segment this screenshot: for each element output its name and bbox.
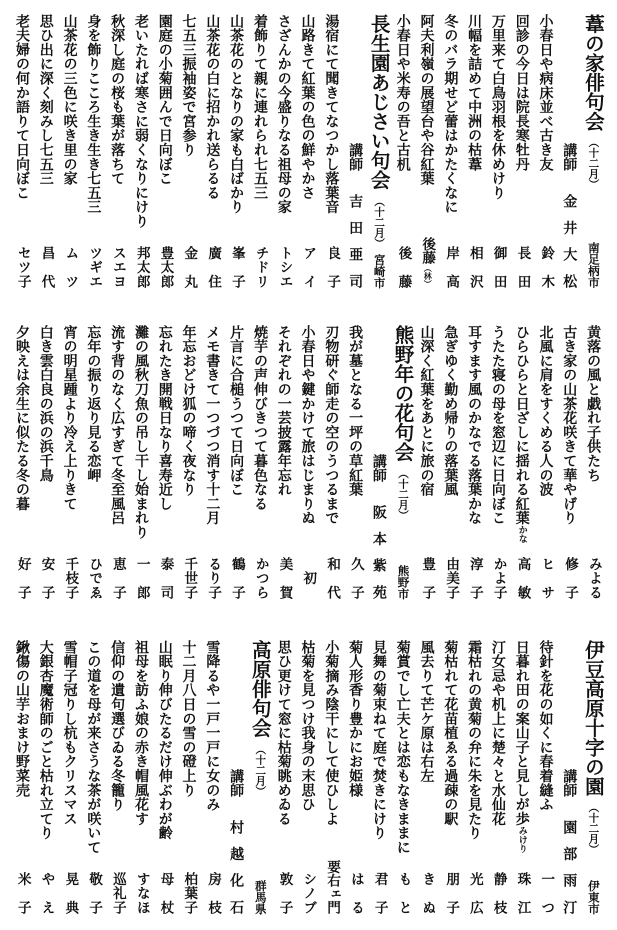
haiku-author: 淳子 bbox=[466, 557, 483, 599]
haiku-text: 万里来て白鳥羽根を休めけり bbox=[489, 14, 506, 200]
haiku-author: すなほ bbox=[133, 872, 150, 914]
haiku-text: 山眠り伸びたるだけ伸ぶわが齢 bbox=[156, 640, 173, 841]
haiku-column bbox=[105, 325, 129, 599]
haiku-column bbox=[557, 325, 581, 599]
haiku-text: 菊枯れて花苗植ゑる過疎の駅 bbox=[442, 640, 459, 826]
haiku-author: シノブ bbox=[300, 872, 317, 914]
haiku-column bbox=[10, 640, 34, 914]
haiku-column bbox=[224, 14, 248, 288]
haiku-text: 宵の明星踵より冷え上りきて bbox=[61, 325, 78, 511]
haiku-author: 良子 bbox=[324, 246, 341, 288]
haiku-author: 廣住 bbox=[205, 246, 222, 288]
haiku-text: 焼芋の声伸びきつて暮色なる bbox=[251, 325, 268, 511]
haiku-column bbox=[129, 640, 153, 914]
haiku-column bbox=[272, 325, 296, 599]
haiku-author: スエヨ bbox=[109, 246, 126, 288]
haiku-author: 晃典 bbox=[62, 872, 79, 914]
haiku-column bbox=[510, 640, 534, 914]
haiku-column bbox=[486, 14, 510, 288]
haiku-author: 長田 bbox=[514, 246, 531, 288]
haiku-column bbox=[105, 640, 129, 914]
group-header-column bbox=[391, 325, 415, 599]
haiku-main: 日暮れ田の案山子と見しが歩 bbox=[513, 640, 530, 826]
haiku-column bbox=[391, 640, 415, 914]
haiku-column bbox=[319, 325, 343, 599]
haiku-text: 忘れたき開戦日なり喜寿近し bbox=[156, 325, 173, 511]
lecturer-column bbox=[367, 325, 391, 599]
group-month: （十二月） bbox=[587, 137, 600, 190]
haiku-author: 鶴子 bbox=[228, 557, 245, 599]
haiku-column bbox=[462, 640, 486, 914]
haiku-text: 流す背のなく広すぎて冬至風呂 bbox=[109, 325, 126, 526]
haiku-column bbox=[81, 14, 105, 288]
haiku-column bbox=[438, 325, 462, 599]
haiku-text: 小春日や病床並べ古き友 bbox=[537, 14, 554, 172]
haiku-column bbox=[510, 14, 534, 288]
lecturer-label: 講師 bbox=[561, 143, 578, 171]
haiku-author: 昌代 bbox=[38, 246, 55, 288]
haiku-text: 灘の風秋刀魚の吊し干し始まれり bbox=[132, 325, 149, 540]
group-city: 伊東市 bbox=[586, 879, 601, 914]
haiku-author: 美賀 bbox=[276, 557, 293, 599]
group-title: 高原俳句会 bbox=[248, 640, 272, 738]
haiku-text: 十二月八日の雪の磴上り bbox=[180, 640, 197, 798]
lecturer-name: 阪本紫苑 bbox=[370, 505, 387, 599]
haiku-column bbox=[153, 14, 177, 288]
haiku-author: 御田 bbox=[490, 246, 507, 288]
haiku-text: 夕映えは余生に似たる冬の暮 bbox=[13, 325, 30, 511]
haiku-author: 母杖 bbox=[157, 872, 174, 914]
haiku-text: 園庭の小菊囲んで日向ぼこ bbox=[156, 14, 173, 186]
haiku-small-suffix: かな bbox=[516, 525, 527, 544]
haiku-author: 修子 bbox=[562, 557, 579, 599]
haiku-column bbox=[248, 325, 272, 599]
page-band-bottom bbox=[10, 640, 605, 914]
haiku-column bbox=[272, 640, 296, 914]
haiku-author: 千枝子 bbox=[62, 557, 79, 599]
haiku-author: 巡礼子 bbox=[109, 872, 126, 914]
haiku-text: 山深く紅葉をあとに旅の宿 bbox=[418, 325, 435, 497]
haiku-text: 我が墓となる一坪の草紅葉 bbox=[347, 325, 364, 497]
haiku-text: 刃物研ぐ師走の空のうつるまで bbox=[323, 325, 340, 526]
haiku-author: チドリ bbox=[252, 246, 269, 288]
haiku-column bbox=[391, 14, 415, 288]
haiku-author: るり子 bbox=[205, 557, 222, 599]
haiku-column bbox=[177, 640, 201, 914]
haiku-author: アイ bbox=[300, 246, 317, 288]
haiku-text: 湯宿にて聞きてなつかし落葉音 bbox=[323, 14, 340, 215]
haiku-text: 黄落の風と戯れ子供たち bbox=[585, 325, 602, 483]
haiku-text: 秋深し庭の桜も葉が落ちて bbox=[109, 14, 126, 186]
page-band-top bbox=[10, 14, 605, 288]
group-city: 熊野市 bbox=[396, 564, 411, 599]
haiku-column bbox=[200, 640, 224, 914]
haiku-column bbox=[415, 325, 439, 599]
haiku-text: 山茶花の白に招かれ送らるる bbox=[204, 14, 221, 200]
haiku-main: ひらひらと日ざしに揺れる紅葉 bbox=[513, 325, 530, 526]
haiku-column bbox=[534, 325, 558, 599]
haiku-column bbox=[129, 325, 153, 599]
group-month: （十二月） bbox=[396, 467, 409, 520]
haiku-author: かよ子 bbox=[490, 557, 507, 599]
haiku-column bbox=[296, 325, 320, 599]
group-title: 熊野年の花句会 bbox=[391, 325, 415, 462]
haiku-column bbox=[153, 325, 177, 599]
haiku-author: 由美子 bbox=[443, 557, 460, 599]
haiku-author: 房枝 bbox=[205, 872, 222, 914]
haiku-author: 敦子 bbox=[276, 872, 293, 914]
author-name: 後藤 bbox=[419, 237, 436, 264]
haiku-column bbox=[343, 325, 367, 599]
haiku-author: ヒサ bbox=[538, 557, 555, 599]
haiku-text: 雪帽子冠りし杭もクリスマス bbox=[61, 640, 78, 826]
haiku-text: この道を母が来さうな茶が咲いて bbox=[85, 640, 102, 855]
haiku-column bbox=[81, 640, 105, 914]
haiku-author: 峯子 bbox=[228, 246, 245, 288]
haiku-author: 金丸 bbox=[181, 246, 198, 288]
haiku-text: 冬のバラ期せど蕾はかたくなに bbox=[442, 14, 459, 215]
haiku-author: 静枝 bbox=[490, 872, 507, 914]
page-band-middle bbox=[10, 325, 605, 599]
haiku-column bbox=[224, 325, 248, 599]
haiku-column bbox=[248, 14, 272, 288]
haiku-text: 小春日や鍵かけて旅はじまりぬ bbox=[299, 325, 316, 526]
haiku-column bbox=[534, 640, 558, 914]
haiku-text: 年忘おどけ狐の啼く夜なり bbox=[180, 325, 197, 497]
haiku-author: ツギエ bbox=[86, 246, 103, 288]
group-city: 群馬県 bbox=[253, 879, 268, 914]
haiku-column bbox=[296, 14, 320, 288]
haiku-author: 一郎 bbox=[133, 557, 150, 599]
haiku-author: 和代 bbox=[324, 557, 341, 599]
haiku-text: 雪降るや一戸一戸に女のみ bbox=[204, 640, 221, 812]
haiku-text: 川幅を詰めて中洲の枯葦 bbox=[466, 14, 483, 172]
haiku-text: 老いたれば寒さに弱くなりにけり bbox=[132, 14, 149, 229]
haiku-text: それぞれの一芸披露年忘れ bbox=[275, 325, 292, 497]
group-title: 葦の家俳句会 bbox=[581, 14, 605, 131]
haiku-column bbox=[438, 14, 462, 288]
haiku-column bbox=[438, 640, 462, 914]
haiku-column bbox=[367, 640, 391, 914]
lecturer-name: 村越化石 bbox=[228, 820, 245, 914]
haiku-author: セツ子 bbox=[14, 246, 31, 288]
haiku-author: 初 bbox=[300, 571, 317, 585]
haiku-column bbox=[415, 14, 439, 288]
haiku-author: はる bbox=[347, 872, 364, 914]
haiku-text: さざんかの今盛りなる祖母の家 bbox=[275, 14, 292, 215]
haiku-author: 君子 bbox=[371, 872, 388, 914]
haiku-text: 風去りて芒ケ原は右左 bbox=[418, 640, 435, 783]
haiku-text bbox=[515, 325, 529, 543]
haiku-text: 待針を花の如くに春着縫ふ bbox=[537, 640, 554, 812]
haiku-author: 相沢 bbox=[466, 246, 483, 288]
group-title: 伊豆高原十字の園 bbox=[581, 640, 605, 796]
haiku-column bbox=[58, 640, 82, 914]
haiku-author: 高敏 bbox=[514, 557, 531, 599]
haiku-text: 見舞の菊束ねて庭で焚きにけり bbox=[370, 640, 387, 841]
haiku-column bbox=[200, 14, 224, 288]
haiku-author: 豊子 bbox=[419, 557, 436, 599]
haiku-text: 祖母を訪ふ娘の赤き帽風花す bbox=[132, 640, 149, 826]
haiku-text: 七五三振袖姿で宮参り bbox=[180, 14, 197, 157]
haiku-column bbox=[319, 640, 343, 914]
haiku-text: うたた寝の母を窓辺に日向ぼこ bbox=[489, 325, 506, 526]
haiku-author: 邦太郎 bbox=[133, 246, 150, 288]
lecturer-label: 講師 bbox=[228, 769, 245, 797]
group-month: （十二月） bbox=[587, 802, 600, 855]
haiku-author: 一つ bbox=[538, 872, 555, 914]
haiku-text: 身を飾りこころ生き生き七五三 bbox=[85, 14, 102, 215]
haiku-column bbox=[58, 325, 82, 599]
haiku-column bbox=[34, 325, 58, 599]
haiku-column bbox=[272, 14, 296, 288]
haiku-author: 後藤 bbox=[395, 246, 412, 288]
haiku-column bbox=[343, 640, 367, 914]
haiku-author: かつら bbox=[252, 557, 269, 599]
group-header-column bbox=[581, 640, 605, 914]
haiku-author: 泰司 bbox=[157, 557, 174, 599]
haiku-column bbox=[105, 14, 129, 288]
haiku-text: 思ひ出に深く刻みし七五三 bbox=[37, 14, 54, 186]
haiku-text: 北風に肩をすくめる人の波 bbox=[537, 325, 554, 497]
haiku-text: 菊賞でし亡夫とは恋もなきままに bbox=[394, 640, 411, 855]
haiku-text: 古き家の山茶花咲きて華やげり bbox=[561, 325, 578, 526]
haiku-text: 信仰の遺句選びゐる冬籠り bbox=[109, 640, 126, 812]
haiku-text: 山茶花のとなりの家も白ばかり bbox=[228, 14, 245, 215]
haiku-text: 思ひ更けて窓に枯菊眺めゐる bbox=[275, 640, 292, 826]
haiku-column bbox=[10, 14, 34, 288]
haiku-text: 枯菊を見つけ我身の末思ひ bbox=[299, 640, 316, 812]
haiku-column bbox=[319, 14, 343, 288]
group-city: 南足柄市 bbox=[586, 242, 601, 288]
haiku-column bbox=[581, 325, 605, 599]
haiku-author: 朋子 bbox=[443, 872, 460, 914]
haiku-column bbox=[58, 14, 82, 288]
haiku-author: 敬子 bbox=[86, 872, 103, 914]
lecturer-name: 金井大松 bbox=[561, 194, 578, 288]
haiku-author bbox=[420, 237, 434, 288]
haiku-text: 汀女忌や机上に楚々と水仙花 bbox=[489, 640, 506, 826]
haiku-author: もと bbox=[395, 872, 412, 914]
haiku-column bbox=[177, 14, 201, 288]
haiku-text: 老夫婦の何か語りて日向ぼこ bbox=[13, 14, 30, 200]
haiku-author: 米子 bbox=[14, 872, 31, 914]
haiku-author: 千世子 bbox=[181, 557, 198, 599]
haiku-text: 山路きて紅葉の色の鮮やかさ bbox=[299, 14, 316, 200]
haiku-column bbox=[534, 14, 558, 288]
lecturer-column bbox=[557, 640, 581, 914]
lecturer-label: 講師 bbox=[370, 454, 387, 482]
haiku-author: 豊太郎 bbox=[157, 246, 174, 288]
haiku-column bbox=[153, 640, 177, 914]
lecturer-column bbox=[224, 640, 248, 914]
haiku-author: 要右ェ門 bbox=[324, 860, 341, 914]
haiku-text: 白き雲白良の浜の浜千鳥 bbox=[37, 325, 54, 483]
lecturer-column bbox=[557, 14, 581, 288]
lecturer-label: 講師 bbox=[347, 143, 364, 171]
haiku-author: トシエ bbox=[276, 246, 293, 288]
group-header-column bbox=[581, 14, 605, 288]
haiku-column bbox=[486, 640, 510, 914]
haiku-text: 阿夫利嶺の展望台や谷紅葉 bbox=[418, 14, 435, 186]
haiku-text: 霜枯れの黄菊の弁に朱を見たり bbox=[466, 640, 483, 841]
lecturer-column bbox=[343, 14, 367, 288]
lecturer-name: 吉田亜司 bbox=[347, 194, 364, 288]
haiku-text: 山茶花の三色に咲き里の家 bbox=[61, 14, 78, 186]
haiku-column bbox=[129, 14, 153, 288]
haiku-author: きぬ bbox=[419, 872, 436, 914]
lecturer-label: 講師 bbox=[561, 769, 578, 797]
haiku-text: 片言に合槌うつて日向ぼこ bbox=[228, 325, 245, 497]
haiku-column bbox=[34, 14, 58, 288]
haiku-author: 岸高 bbox=[443, 246, 460, 288]
haiku-author: 柏葉子 bbox=[181, 872, 198, 914]
haiku-column bbox=[462, 14, 486, 288]
haiku-text: 小菊摘み陰干にして使ひしよ bbox=[323, 640, 340, 826]
haiku-author: 久子 bbox=[347, 557, 364, 599]
haiku-author: 珠江 bbox=[514, 872, 531, 914]
haiku-text bbox=[515, 640, 529, 853]
group-header-column bbox=[248, 640, 272, 914]
haiku-author: 光広 bbox=[466, 872, 483, 914]
haiku-text: 回診の今日は院長寒牡丹 bbox=[513, 14, 530, 172]
haiku-column bbox=[415, 640, 439, 914]
haiku-column bbox=[177, 325, 201, 599]
haiku-author: ムツ bbox=[62, 246, 79, 288]
haiku-column bbox=[10, 325, 34, 599]
haiku-text: メモ書きて一つづつ消す十二月 bbox=[204, 325, 221, 526]
group-city: 宮崎市 bbox=[372, 253, 387, 288]
haiku-column bbox=[462, 325, 486, 599]
haiku-column bbox=[510, 325, 534, 599]
haiku-author: みよる bbox=[585, 557, 602, 599]
group-header-column bbox=[367, 14, 391, 288]
haiku-text: 小春日や米寿の吾と古机 bbox=[394, 14, 411, 172]
haiku-author: やえ bbox=[38, 872, 55, 914]
haiku-author: 好子 bbox=[14, 557, 31, 599]
haiku-text: 忘年の振り返り見る恋岬 bbox=[85, 325, 102, 483]
haiku-text: 鍬傷の山芋おまけ野菜売 bbox=[13, 640, 30, 798]
group-title: 長生園あじさい句会 bbox=[367, 14, 391, 190]
haiku-small-suffix: みけり bbox=[516, 825, 527, 853]
haiku-column bbox=[200, 325, 224, 599]
haiku-column bbox=[296, 640, 320, 914]
author-note: （林） bbox=[423, 264, 433, 288]
haiku-author: ひでゑ bbox=[86, 557, 103, 599]
group-month: （十二月） bbox=[373, 195, 386, 248]
haiku-column bbox=[486, 325, 510, 599]
haiku-author: 安子 bbox=[38, 557, 55, 599]
lecturer-name: 園部雨汀 bbox=[561, 820, 578, 914]
haiku-text: 着飾りて親に連れられ七五三 bbox=[251, 14, 268, 200]
haiku-author: 恵子 bbox=[109, 557, 126, 599]
haiku-text: 大銀杏魔術師のごと枯れ立てり bbox=[37, 640, 54, 841]
haiku-author: 鈴木 bbox=[538, 246, 555, 288]
haiku-text: 菊人形香り豊かにお姫様 bbox=[347, 640, 364, 798]
group-month: （十二月） bbox=[254, 743, 267, 796]
haiku-text: 耳すます風のかなでる落葉かな bbox=[466, 325, 483, 526]
haiku-text: 急ぎゆく勤め帰りの落葉風 bbox=[442, 325, 459, 497]
haiku-column bbox=[34, 640, 58, 914]
haiku-column bbox=[81, 325, 105, 599]
